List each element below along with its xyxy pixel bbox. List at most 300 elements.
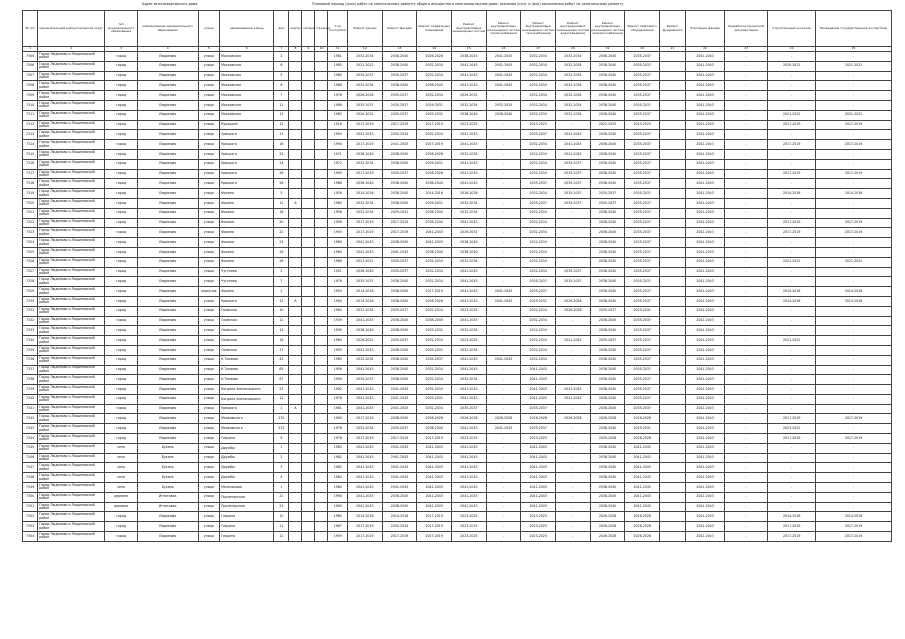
table-cell: 2032-2034 (452, 149, 487, 159)
table-cell: 13 (274, 130, 289, 140)
table-cell: 2035-2037 (382, 306, 417, 316)
table-cell: 2041-2043 (686, 169, 725, 179)
table-row (23, 159, 892, 169)
table-cell: 2041-2043 (556, 149, 591, 159)
table-cell: 2041-2043 (452, 473, 487, 483)
table-cell: 2041-2043 (452, 159, 487, 169)
table-cell (660, 81, 686, 91)
table-cell: 2035-2037 (625, 345, 660, 355)
table-cell: - (768, 316, 816, 326)
table-cell: 2032-2034 (452, 345, 487, 355)
table-cell (315, 404, 328, 414)
table-cell: улица (198, 110, 220, 120)
table-cell: - (725, 453, 768, 463)
column-header: Год постройки (328, 11, 348, 47)
table-cell: 2041-2043 (686, 404, 725, 414)
table-cell: 22 (274, 149, 289, 159)
table-cell: 7354 (23, 532, 38, 542)
column-header: тип муниципального образования (105, 11, 138, 47)
table-cell: город (105, 52, 138, 62)
table-cell: 1978 (328, 424, 348, 434)
table-cell: город (105, 316, 138, 326)
column-header: муниципальный район/городской округ (38, 11, 105, 47)
table-cell: 2017-2019 (417, 120, 452, 130)
table-cell: 2041-2043 (625, 453, 660, 463)
table-cell: 2032-2034 (452, 198, 487, 208)
table-cell: 2017-2019 (347, 120, 382, 130)
table-cell: 2041-2043 (686, 394, 725, 404)
table-cell: город (105, 120, 138, 130)
table-cell: Маяковского (220, 424, 274, 434)
table-cell: 2041-2043 (625, 473, 660, 483)
table-cell: 2041-2043 (686, 492, 725, 502)
table-cell (289, 414, 302, 424)
table-cell: 2041-2043 (686, 52, 725, 62)
table-cell: - (725, 473, 768, 483)
table-cell: - (768, 463, 816, 473)
table-cell: 2035-2037 (382, 110, 417, 120)
table-cell: Город Людиново и Людиновский район (38, 434, 105, 444)
table-cell: - (486, 453, 521, 463)
table-cell: - (486, 443, 521, 453)
table-cell: 2038-2040 (347, 326, 382, 336)
table-cell (289, 238, 302, 248)
table-cell: 7347 (23, 463, 38, 473)
table-cell: Московская (220, 110, 274, 120)
table-cell: 2041-2043 (556, 140, 591, 150)
table-cell: 2041-2043 (686, 434, 725, 444)
table-cell: - (725, 120, 768, 130)
table-cell: 2026-2028 (417, 296, 452, 306)
table-cell (315, 434, 328, 444)
table-cell: 2035-2037 (382, 169, 417, 179)
table-cell (660, 434, 686, 444)
table-cell: город (105, 414, 138, 424)
table-cell: 1955 (328, 228, 348, 238)
table-cell: 2035-2037 (625, 208, 660, 218)
table-cell: К.Токаева (220, 355, 274, 365)
table-cell (289, 316, 302, 326)
table-cell: 2038-2040 (590, 257, 625, 267)
table-cell: улица (198, 394, 220, 404)
table-cell: - (725, 287, 768, 297)
table-row (23, 120, 892, 130)
column-number: 20 (625, 47, 660, 52)
table-cell (302, 385, 315, 395)
table-cell: улица (198, 247, 220, 257)
table-cell (660, 483, 686, 493)
table-row (23, 130, 892, 140)
table-cell: 2020-2022 (347, 110, 382, 120)
table-cell: село (105, 443, 138, 453)
table-cell: 1965 (328, 198, 348, 208)
table-cell: улица (198, 375, 220, 385)
table-cell: 7314 (23, 140, 38, 150)
table-cell: - (816, 208, 892, 218)
table-cell: город (105, 140, 138, 150)
table-cell: 2032-2034 (452, 375, 487, 385)
table-cell: город (105, 218, 138, 228)
table-cell: 2035-2037 (625, 159, 660, 169)
table-cell (302, 355, 315, 365)
table-cell: город (105, 238, 138, 248)
table-cell: 2014-2016 (417, 189, 452, 199)
table-cell: село (105, 453, 138, 463)
table-cell: 2041-2043 (521, 502, 556, 512)
table-cell: Букань (137, 463, 198, 473)
table-cell (315, 189, 328, 199)
table-cell: город (105, 228, 138, 238)
table-cell: 2038-2040 (382, 326, 417, 336)
table-cell: 2041-2043 (486, 424, 521, 434)
table-cell: 2041-2043 (347, 443, 382, 453)
table-cell: 2038-2040 (382, 81, 417, 91)
table-cell: 2035-2037 (521, 198, 556, 208)
table-cell: улица (198, 198, 220, 208)
table-cell: - (556, 345, 591, 355)
table-cell: - (486, 218, 521, 228)
table-cell: 2041-2043 (521, 385, 556, 395)
table-cell: - (816, 424, 892, 434)
table-cell: 2035-2037 (625, 287, 660, 297)
table-cell: улица (198, 532, 220, 542)
table-cell: город (105, 189, 138, 199)
table-cell: 2041-2043 (347, 394, 382, 404)
table-cell: 2035-2037 (521, 277, 556, 287)
table-cell: 2041-2043 (686, 296, 725, 306)
table-cell (302, 189, 315, 199)
table-cell: 2041-2043 (686, 61, 725, 71)
table-cell: 1965 (328, 512, 348, 522)
column-header: Ремонт подвальных помещений (417, 11, 452, 47)
table-cell: - (725, 71, 768, 81)
table-cell (315, 326, 328, 336)
table-cell: - (816, 326, 892, 336)
table-cell (660, 345, 686, 355)
table-cell: 2035-2037 (590, 306, 625, 316)
table-cell: - (486, 532, 521, 542)
table-cell: Город Людиново и Людиновский район (38, 473, 105, 483)
table-cell: улица (198, 473, 220, 483)
table-cell (315, 238, 328, 248)
table-row (23, 502, 892, 512)
table-cell: 2026-2028 (625, 512, 660, 522)
table-cell: - (768, 385, 816, 395)
table-cell: - (556, 483, 591, 493)
table-cell: - (725, 149, 768, 159)
column-header: дом (274, 11, 289, 47)
table-row (23, 110, 892, 120)
table-cell: - (725, 306, 768, 316)
table-cell: 2035-2037 (625, 336, 660, 346)
table-cell: 2038-2040 (417, 179, 452, 189)
table-cell: - (486, 473, 521, 483)
table-cell: 2032-2034 (417, 71, 452, 81)
table-cell: Город Людиново и Людиновский район (38, 120, 105, 130)
table-cell: - (816, 52, 892, 62)
table-cell: 2021-2022 (768, 336, 816, 346)
table-cell: 2041-2043 (486, 52, 521, 62)
table-cell: 1939 (328, 326, 348, 336)
table-cell: - (486, 316, 521, 326)
table-cell: 7325 (23, 247, 38, 257)
table-cell: Осовская (220, 336, 274, 346)
table-cell: 2041-2043 (521, 365, 556, 375)
table-cell: - (556, 473, 591, 483)
table-cell: улица (198, 130, 220, 140)
table-cell: - (816, 365, 892, 375)
table-cell: 2017-2019 (382, 218, 417, 228)
table-cell: 2041-2043 (452, 483, 487, 493)
table-cell: 1984 (328, 473, 348, 483)
table-cell: - (768, 179, 816, 189)
table-cell (302, 483, 315, 493)
table-cell (660, 238, 686, 248)
column-number: 3 (105, 47, 138, 52)
table-cell: 7307 (23, 71, 38, 81)
table-cell: улица (198, 522, 220, 532)
table-cell: 2041-2043 (686, 463, 725, 473)
table-cell: - (725, 404, 768, 414)
column-number: 2 (38, 47, 105, 52)
table-cell: 2032-2034 (417, 61, 452, 71)
table-cell: 2035-2037 (382, 267, 417, 277)
table-cell: 2041-2043 (417, 463, 452, 473)
table-cell: 2038-2040 (486, 110, 521, 120)
table-cell: 2041-2043 (452, 277, 487, 287)
table-cell: город (105, 149, 138, 159)
table-cell: 2038-2040 (382, 345, 417, 355)
table-cell: 2038-2040 (382, 52, 417, 62)
table-cell: 2035-2037 (382, 71, 417, 81)
table-cell: 2041-2043 (452, 365, 487, 375)
table-cell (302, 443, 315, 453)
table-cell: Осовская (220, 345, 274, 355)
table-cell (315, 208, 328, 218)
table-cell: 2 (274, 267, 289, 277)
table-cell: Город Людиново и Людиновский район (38, 52, 105, 62)
table-cell: - (486, 169, 521, 179)
table-cell: Фокина (220, 208, 274, 218)
table-cell: 2023-2022 (768, 424, 816, 434)
column-number: 11 (328, 47, 348, 52)
table-cell (289, 287, 302, 297)
table-cell: 2032-2034 (521, 228, 556, 238)
table-cell: 2035-2037 (625, 296, 660, 306)
table-cell: 7309 (23, 91, 38, 101)
table-cell: 1956 (328, 365, 348, 375)
table-cell: 2038-2040 (590, 316, 625, 326)
column-number: 25 (816, 47, 892, 52)
table-cell: 2041-2043 (486, 71, 521, 81)
table-cell: - (486, 247, 521, 257)
table-cell: 2041-2043 (452, 81, 487, 91)
table-row (23, 512, 892, 522)
table-cell: 10 (274, 512, 289, 522)
table-cell: 2035-2037 (625, 404, 660, 414)
table-cell: 9 (274, 434, 289, 444)
table-cell: 2032-2034 (452, 100, 487, 110)
table-cell: - (725, 61, 768, 71)
table-row (23, 385, 892, 395)
table-cell (289, 267, 302, 277)
table-cell (315, 492, 328, 502)
table-cell (289, 434, 302, 444)
table-cell: 7321 (23, 208, 38, 218)
table-cell: 2038-2040 (590, 385, 625, 395)
table-cell: 2029-2031 (625, 424, 660, 434)
table-cell: 2035-2037 (556, 267, 591, 277)
table-cell: 2041-2043 (347, 404, 382, 414)
table-cell: - (486, 208, 521, 218)
table-cell: Город Людиново и Людиновский район (38, 267, 105, 277)
table-cell: Город Людиново и Людиновский район (38, 326, 105, 336)
table-cell: 2041-2043 (686, 473, 725, 483)
table-cell: - (768, 149, 816, 159)
table-cell: 2032-2034 (521, 257, 556, 267)
table-cell (315, 414, 328, 424)
table-cell: 2041-2043 (686, 483, 725, 493)
table-cell: 1990 (328, 414, 348, 424)
table-cell: город (105, 326, 138, 336)
table-cell: 1984 (328, 483, 348, 493)
table-cell: 2029-2031 (521, 296, 556, 306)
table-cell: 2041-2043 (686, 443, 725, 453)
table-cell (302, 453, 315, 463)
table-cell: 2032-2034 (521, 316, 556, 326)
table-cell (315, 296, 328, 306)
table-cell (302, 296, 315, 306)
column-number: 5 (198, 47, 220, 52)
table-cell: - (816, 502, 892, 512)
table-cell: Московская (220, 81, 274, 91)
table-cell: 2035-2037 (625, 365, 660, 375)
column-header: литера (302, 11, 315, 47)
table-cell (302, 149, 315, 159)
table-cell (315, 394, 328, 404)
table-cell: 28 (274, 179, 289, 189)
table-cell: деревня (105, 492, 138, 502)
table-cell: Людиново (137, 326, 198, 336)
table-cell: 23 (274, 502, 289, 512)
column-number: 14 (417, 47, 452, 52)
column-header: улица (198, 11, 220, 47)
table-cell (289, 306, 302, 316)
table-row (23, 522, 892, 532)
column-number: 9 (302, 47, 315, 52)
table-cell (289, 483, 302, 493)
table-cell: 7 (274, 277, 289, 287)
table-cell: 2032-2034 (521, 326, 556, 336)
table-cell: 2041-2043 (452, 267, 487, 277)
table-cell: 2038-2040 (590, 463, 625, 473)
table-cell (289, 149, 302, 159)
table-cell: Город Людиново и Людиновский район (38, 443, 105, 453)
table-cell: Город Людиново и Людиновский район (38, 424, 105, 434)
table-cell: 2032-2034 (521, 189, 556, 199)
table-cell: - (768, 81, 816, 91)
table-cell: 1954 (328, 130, 348, 140)
table-cell: 2041-2043 (417, 443, 452, 453)
table-row (23, 326, 892, 336)
table-cell: 2041-2043 (686, 306, 725, 316)
table-cell: 2032-2034 (521, 208, 556, 218)
table-cell: город (105, 198, 138, 208)
column-number: 1 (23, 47, 38, 52)
table-cell: 2038-2040 (590, 277, 625, 287)
table-cell: 2032-2034 (521, 159, 556, 169)
table-cell: - (768, 355, 816, 365)
table-cell: 7338 (23, 375, 38, 385)
table-cell: 1983 (328, 443, 348, 453)
table-cell: 2023-2025 (590, 120, 625, 130)
table-cell: Людиново (137, 434, 198, 444)
table-cell (302, 159, 315, 169)
table-cell: 2035-2037 (625, 100, 660, 110)
table-cell: 2038-2040 (382, 159, 417, 169)
table-cell: 7343 (23, 424, 38, 434)
table-cell: - (725, 355, 768, 365)
table-cell (315, 532, 328, 542)
table-cell: А (289, 198, 302, 208)
table-cell (302, 120, 315, 130)
table-row (23, 394, 892, 404)
table-cell: - (725, 532, 768, 542)
table-cell: А (289, 404, 302, 414)
table-cell: улица (198, 169, 220, 179)
table-cell: Букань (137, 483, 198, 493)
table-cell: 2014-2016 (768, 287, 816, 297)
table-cell: 2029-2031 (452, 91, 487, 101)
table-cell: Людиново (137, 120, 198, 130)
table-cell: 2017-2019 (816, 218, 892, 228)
table-cell: - (725, 345, 768, 355)
table-cell: 2038-2040 (590, 424, 625, 434)
table-row (23, 287, 892, 297)
table-row (23, 463, 892, 473)
table-cell (302, 247, 315, 257)
table-cell: 1972 (328, 159, 348, 169)
table-cell: город (105, 375, 138, 385)
table-cell: Город Людиново и Людиновский район (38, 355, 105, 365)
table-cell: - (725, 218, 768, 228)
table-cell: - (556, 228, 591, 238)
table-cell: Фокина (220, 218, 274, 228)
table-cell: 7319 (23, 189, 38, 199)
table-cell (315, 110, 328, 120)
table-cell: 7310 (23, 100, 38, 110)
table-cell: 2026-2028 (590, 532, 625, 542)
table-cell: 2038-2040 (590, 52, 625, 62)
table-cell (660, 287, 686, 297)
table-cell: - (725, 208, 768, 218)
column-number: 16 (486, 47, 521, 52)
table-row (23, 198, 892, 208)
column-number: 22 (686, 47, 725, 52)
table-cell: 2041-2043 (452, 287, 487, 297)
table-cell: 2035-2037 (417, 355, 452, 365)
table-cell: 2029-2031 (382, 208, 417, 218)
table-cell: 2038-2040 (590, 110, 625, 120)
table-cell (315, 169, 328, 179)
table-cell: - (768, 365, 816, 375)
table-cell: 2038-2040 (590, 91, 625, 101)
table-cell: 2038-2040 (590, 375, 625, 385)
table-cell (315, 375, 328, 385)
table-cell: 2041-2043 (486, 296, 521, 306)
table-cell: 2035-2037 (625, 316, 660, 326)
table-cell: 2017-2019 (347, 532, 382, 542)
